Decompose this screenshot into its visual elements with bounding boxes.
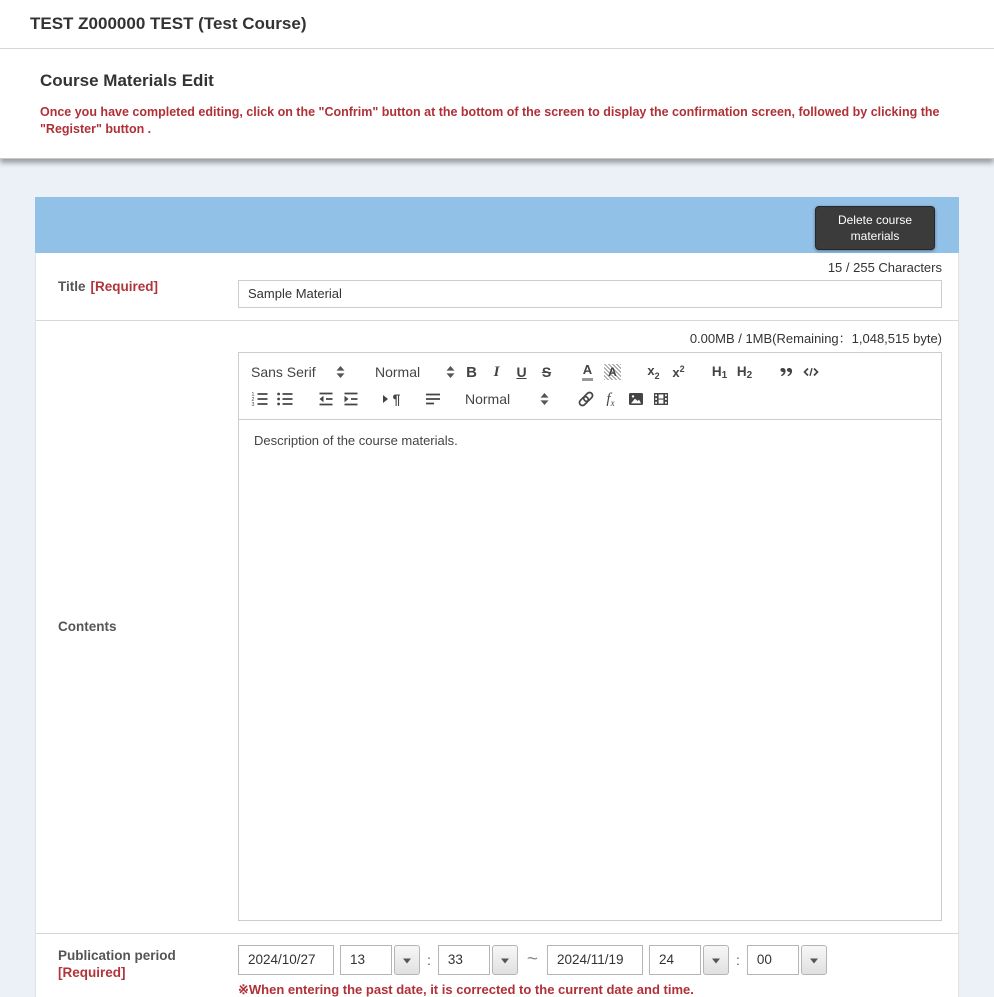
direction-format-group xyxy=(379,387,404,411)
link-button[interactable] xyxy=(573,387,598,411)
publication-required-badge: [Required] xyxy=(58,964,126,980)
image-icon xyxy=(627,390,645,408)
video-icon xyxy=(652,390,670,408)
delete-course-materials-button[interactable]: Delete course materials xyxy=(815,206,935,250)
title-input[interactable] xyxy=(238,280,942,308)
contents-field-col xyxy=(238,321,958,933)
inline-format-group xyxy=(459,360,559,384)
main-content xyxy=(0,159,994,997)
chevron-down-icon[interactable] xyxy=(801,945,827,975)
course-materials-panel xyxy=(35,197,959,997)
indent-icon xyxy=(342,390,360,408)
script-format-group xyxy=(641,360,691,384)
publication-controls xyxy=(238,945,942,975)
capacity-counter: 0.00MB / 1MB(Remaining：1,048,515 byte) xyxy=(689,330,942,346)
header-picker-value: Normal xyxy=(375,364,421,381)
indent-format-group xyxy=(313,387,363,411)
svg-text:1: 1 xyxy=(251,392,254,399)
publication-period-label xyxy=(36,934,238,997)
link-icon xyxy=(577,390,595,408)
text-color-button[interactable] xyxy=(575,360,600,384)
title-field-col xyxy=(238,253,958,320)
bullet-list-button[interactable] xyxy=(272,387,297,411)
formula-icon: $f_x$ xyxy=(606,390,615,408)
outdent-button[interactable] xyxy=(313,387,338,411)
video-button[interactable] xyxy=(648,387,673,411)
editor-toolbar xyxy=(239,353,941,420)
toolbar-line-1 xyxy=(247,359,933,386)
contents-label xyxy=(36,321,238,933)
publication-field-col xyxy=(238,934,958,997)
editor-content-area[interactable]: Description of the course materials. xyxy=(254,432,458,448)
font-picker[interactable] xyxy=(247,360,349,384)
align-format-group xyxy=(420,387,445,411)
image-button[interactable] xyxy=(623,387,648,411)
header-1-button[interactable] xyxy=(707,360,732,384)
superscript-icon: $x^2$ xyxy=(672,364,685,381)
chevron-updown-icon xyxy=(540,392,549,406)
formula-button[interactable] xyxy=(598,387,623,411)
contents-row xyxy=(36,320,958,933)
align-icon xyxy=(424,390,442,408)
page-header-section xyxy=(0,49,994,158)
contents-label-text: Contents xyxy=(58,619,117,635)
size-picker[interactable] xyxy=(461,387,553,411)
range-separator: ~ xyxy=(526,948,538,970)
past-date-note: ※When entering the past date, it is corrected to the current date and time. xyxy=(238,981,694,997)
italic-icon: I xyxy=(493,363,500,380)
end-minute-input[interactable] xyxy=(747,945,799,975)
background-color-icon: A xyxy=(604,364,621,380)
end-hour-spinner xyxy=(649,945,729,975)
size-picker-value: Normal xyxy=(465,391,511,408)
subscript-button[interactable] xyxy=(641,360,666,384)
code-block-button[interactable] xyxy=(798,360,823,384)
course-title: TEST Z000000 TEST (Test Course) xyxy=(0,0,994,49)
outdent-icon xyxy=(317,390,335,408)
header-1-icon: H1 xyxy=(711,363,728,381)
list-format-group xyxy=(247,387,297,411)
blockquote-button[interactable] xyxy=(773,360,798,384)
code-block-icon xyxy=(802,363,820,381)
bold-button[interactable] xyxy=(459,360,484,384)
chevron-down-icon[interactable] xyxy=(703,945,729,975)
start-time-colon: : xyxy=(427,951,431,968)
heading-format-group xyxy=(707,360,757,384)
chevron-updown-icon xyxy=(336,365,345,379)
italic-button[interactable] xyxy=(484,360,509,384)
page-title: Course Materials Edit xyxy=(40,71,214,90)
title-required-badge: [Required] xyxy=(90,278,159,294)
color-format-group xyxy=(575,360,625,384)
edit-instruction: Once you have completed editing, click on the "Confrim" button at the bottom of the screen to display the confirmation screen, followed by clicking the "Register" button . xyxy=(40,105,940,136)
header-2-button[interactable] xyxy=(732,360,757,384)
text-direction-icon: ¶ xyxy=(383,391,401,407)
page-header xyxy=(0,0,994,159)
block-format-group xyxy=(773,360,823,384)
start-hour-input[interactable] xyxy=(340,945,392,975)
chevron-down-icon[interactable] xyxy=(394,945,420,975)
publication-period-label-text: Publication period xyxy=(58,947,176,963)
blockquote-icon xyxy=(777,363,795,381)
svg-text:3: 3 xyxy=(251,402,254,409)
subscript-icon: $x_2$ xyxy=(647,363,660,382)
ordered-list-icon xyxy=(251,390,269,408)
end-minute-spinner xyxy=(747,945,827,975)
text-direction-button[interactable] xyxy=(379,387,404,411)
underline-button[interactable] xyxy=(509,360,534,384)
header-2-icon: H2 xyxy=(736,363,753,381)
start-hour-spinner xyxy=(340,945,420,975)
font-picker-value: Sans Serif xyxy=(251,364,316,381)
end-hour-input[interactable] xyxy=(649,945,701,975)
header-picker[interactable] xyxy=(371,360,459,384)
strikethrough-icon: S xyxy=(541,364,552,381)
chevron-updown-icon xyxy=(446,365,455,379)
background-color-button[interactable] xyxy=(600,360,625,384)
rich-text-editor xyxy=(238,352,942,921)
chevron-down-icon[interactable] xyxy=(492,945,518,975)
insert-format-group xyxy=(573,387,673,411)
publication-period-row xyxy=(36,933,958,997)
end-date-input[interactable] xyxy=(547,945,643,975)
panel-header-bar xyxy=(35,197,959,253)
strikethrough-button[interactable] xyxy=(534,360,559,384)
title-label-text: Title xyxy=(58,278,86,294)
start-date-input[interactable] xyxy=(238,945,334,975)
title-row xyxy=(36,253,958,320)
bold-icon: B xyxy=(466,363,477,381)
indent-button[interactable] xyxy=(338,387,363,411)
toolbar-line-2 xyxy=(247,386,933,413)
end-time-colon: : xyxy=(736,951,740,968)
align-button[interactable] xyxy=(420,387,445,411)
ordered-list-button[interactable] xyxy=(247,387,272,411)
start-minute-input[interactable] xyxy=(438,945,490,975)
superscript-button[interactable] xyxy=(666,360,691,384)
svg-text:2: 2 xyxy=(251,397,254,404)
char-counter: 15 / 255 Characters xyxy=(827,259,942,275)
start-minute-spinner xyxy=(438,945,518,975)
bullet-list-icon xyxy=(276,390,294,408)
title-label xyxy=(36,253,238,320)
text-color-icon: A xyxy=(582,363,593,381)
underline-icon: U xyxy=(516,364,527,381)
